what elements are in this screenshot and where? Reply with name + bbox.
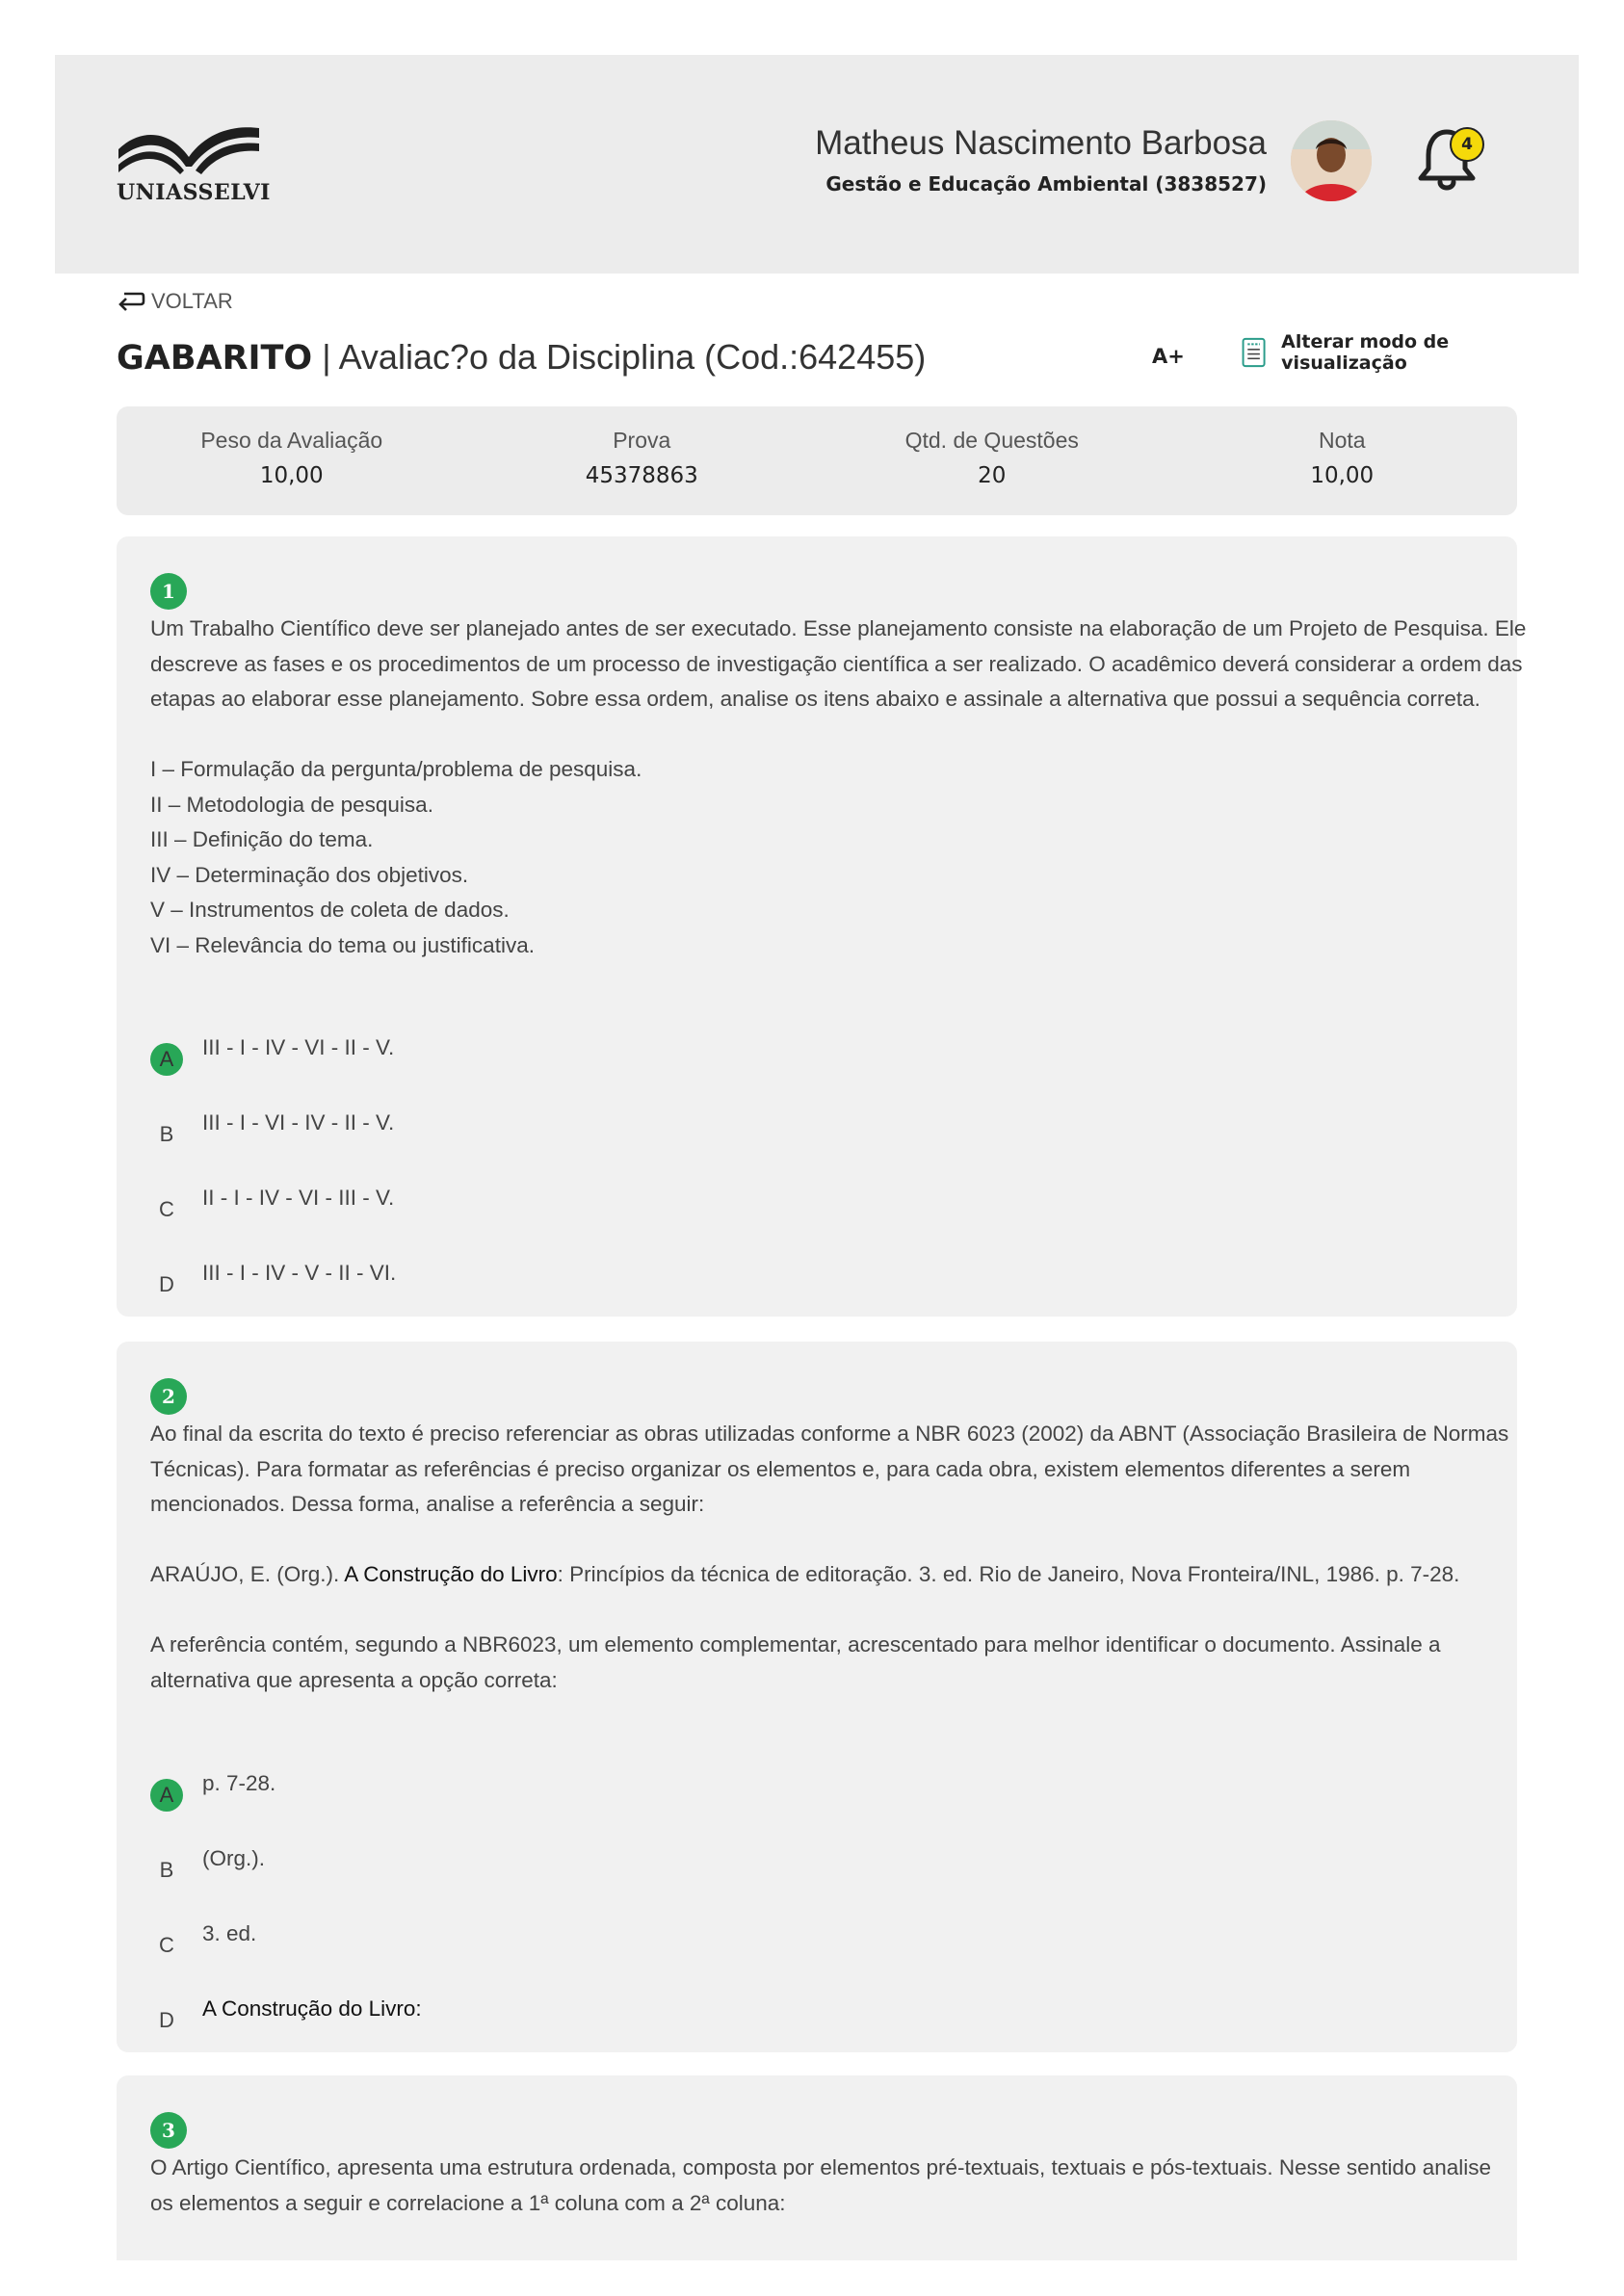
notification-count-badge: 4 — [1450, 127, 1484, 162]
option-b[interactable] — [150, 1846, 265, 1885]
back-arrow-icon — [117, 290, 145, 313]
option-c[interactable] — [150, 1186, 394, 1224]
question-text — [150, 1417, 1509, 1698]
option-letter: B — [159, 1858, 174, 1882]
question-line: IV – Determinação dos objetivos. — [150, 862, 469, 887]
question-line — [150, 1523, 1489, 1558]
option-a[interactable] — [150, 1035, 394, 1074]
title-row — [117, 331, 1517, 389]
question-line: descreve as fases e os procedimentos de um processo de investigação científica a ser realizado. O acadêmico deverá considerar a ordem das — [150, 651, 1523, 676]
option-text: (Org.). — [202, 1846, 265, 1870]
title-prefix: GABARITO — [117, 339, 313, 378]
question-line: VI – Relevância do tema ou justificativa. — [150, 932, 535, 957]
summary-value: 10,00 — [1310, 463, 1375, 488]
question-text — [150, 2151, 1492, 2221]
option-c[interactable] — [150, 1921, 256, 1960]
font-size-button[interactable]: A+ — [1152, 345, 1185, 368]
logo-wings-icon — [117, 120, 261, 178]
evaluation-summary — [117, 406, 1517, 515]
question-line: A referência contém, segundo a NBR6023, um elemento complementar, acrescentado para melhor identificar o documento. Assinale a — [150, 1632, 1441, 1657]
option-letter: C — [159, 1933, 174, 1957]
page-title — [117, 337, 926, 378]
question-card-1 — [117, 536, 1527, 1317]
page — [55, 55, 1579, 2260]
question-line: mencionados. Dessa forma, analise a referência a seguir: — [150, 1492, 705, 1516]
option-b[interactable] — [150, 1110, 394, 1149]
logo-text: UNIASSELVI — [117, 180, 271, 205]
summary-label: Nota — [1318, 428, 1366, 453]
option-letter: B — [159, 1122, 174, 1146]
reference-after: : Princípios da técnica de editoração. 3. ed. Rio de Janeiro, Nova Fronteira/INL, 1986. p. 7-28. — [557, 1562, 1460, 1586]
option-letter-correct: A — [150, 1043, 183, 1076]
user-course: Gestão e Educação Ambiental (3838527) — [825, 172, 1267, 196]
question-line: os elementos a seguir e correlacione a 1ª coluna com a 2ª coluna: — [150, 2190, 786, 2215]
back-label: VOLTAR — [151, 289, 233, 313]
question-line: III – Definição do tema. — [150, 827, 374, 851]
back-link[interactable] — [117, 289, 233, 314]
question-line: V – Instrumentos de coleta de dados. — [150, 898, 510, 922]
question-line: etapas ao elaborar esse planejamento. Sobre essa ordem, analise os itens abaixo e assinale a alternativa que possui a sequência correta. — [150, 687, 1480, 711]
title-rest: Avaliac?o da Disciplina (Cod.:642455) — [338, 337, 927, 377]
document-icon — [1242, 333, 1266, 372]
question-line — [150, 1593, 1489, 1629]
reference-before: ARAÚJO, E. (Org.). — [150, 1562, 345, 1586]
question-card-3 — [117, 2075, 1517, 2260]
uniasselvi-logo[interactable] — [117, 120, 271, 207]
question-line: Ao final da escrita do texto é preciso referenciar as obras utilizadas conforme a NBR 6023 (2002) da ABNT (Associação Brasileira de Normas — [150, 1422, 1509, 1446]
summary-exam — [467, 406, 818, 515]
option-letter-correct: A — [150, 1779, 183, 1812]
question-line: alternativa que apresenta a opção correta: — [150, 1667, 558, 1692]
summary-value: 45378863 — [585, 463, 698, 488]
summary-weight — [117, 406, 467, 515]
question-line — [150, 718, 1489, 753]
option-text: p. 7-28. — [202, 1771, 276, 1795]
option-letter: C — [159, 1197, 174, 1221]
summary-grade — [1167, 406, 1518, 515]
question-line: Um Trabalho Científico deve ser planejado antes de ser executado. Esse planejamento consiste na elaboração de um Projeto de Pesquisa. Ele — [150, 616, 1527, 640]
option-text: 3. ed. — [202, 1921, 257, 1945]
question-line: O Artigo Científico, apresenta uma estrutura ordenada, composta por elementos pré-textuais, textuais e pós-textuais. Nesse sentido analise — [150, 2155, 1492, 2179]
option-d[interactable] — [150, 1996, 422, 2035]
summary-value: 20 — [978, 463, 1007, 488]
summary-label: Qtd. de Questões — [904, 428, 1079, 453]
question-line: II – Metodologia de pesquisa. — [150, 792, 433, 817]
question-number: 2 — [150, 1378, 187, 1415]
option-text: II - I - IV - VI - III - V. — [202, 1186, 395, 1210]
question-number: 3 — [150, 2112, 187, 2149]
question-line: Técnicas). Para formatar as referências é preciso organizar os elementos e, para cada obra, existem elementos diferentes a serem — [150, 1456, 1411, 1481]
header — [55, 55, 1579, 274]
question-card-2 — [117, 1342, 1517, 2052]
option-text: III - I - VI - IV - II - V. — [202, 1110, 395, 1135]
option-letter: D — [159, 1272, 174, 1296]
option-a[interactable] — [150, 1771, 275, 1810]
summary-question-count — [817, 406, 1167, 515]
summary-label: Prova — [613, 428, 671, 453]
option-letter: D — [159, 2008, 174, 2032]
summary-value: 10,00 — [259, 463, 324, 488]
reference-line — [150, 1557, 1489, 1593]
option-d[interactable] — [150, 1261, 396, 1299]
view-mode-button[interactable] — [1242, 331, 1517, 374]
question-text — [150, 612, 1527, 963]
option-text: III - I - IV - VI - II - V. — [202, 1035, 395, 1059]
avatar-photo-icon — [1291, 120, 1372, 201]
option-text: III - I - IV - V - II - VI. — [202, 1261, 397, 1285]
view-mode-label: Alterar modo de visualização — [1281, 331, 1450, 374]
reference-title: A Construção do Livro — [344, 1562, 558, 1586]
question-line: I – Formulação da pergunta/problema de pesquisa. — [150, 757, 642, 781]
user-name: Matheus Nascimento Barbosa — [815, 124, 1267, 162]
question-number: 1 — [150, 573, 187, 610]
option-text: A Construção do Livro: — [202, 1996, 422, 2021]
summary-label: Peso da Avaliação — [200, 428, 383, 453]
avatar[interactable] — [1291, 120, 1372, 201]
title-separator: | — [312, 337, 339, 377]
